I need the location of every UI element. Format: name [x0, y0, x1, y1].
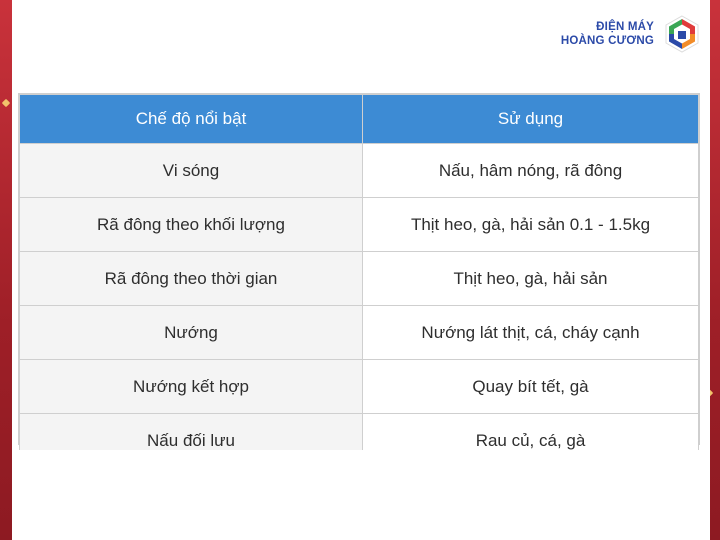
mode-cell: Nướng kết hợp [20, 360, 363, 414]
mode-cell: Rã đông theo khối lượng [20, 198, 363, 252]
mode-cell: Nấu đối lưu [20, 414, 363, 468]
mode-cell: Vi sóng [20, 144, 363, 198]
brand-name [561, 20, 654, 48]
brand-name-line1: ĐIỆN MÁY [596, 21, 654, 33]
mode-cell: Rã đông theo thời gian [20, 252, 363, 306]
table-row [20, 252, 699, 306]
usage-cell: Quay bít tết, gà [363, 360, 699, 414]
feature-table [18, 93, 700, 450]
column-header-usage: Sử dụng [363, 95, 699, 144]
bottom-white-area [12, 450, 710, 540]
background-edge-right [710, 0, 720, 540]
house-logo-icon [662, 14, 702, 54]
usage-cell: Nấu, hâm nóng, rã đông [363, 144, 699, 198]
mode-cell: Nướng [20, 306, 363, 360]
brand-logo [555, 12, 708, 56]
background-edge-left [0, 0, 12, 540]
table-row [20, 144, 699, 198]
column-header-mode: Chế độ nổi bật [20, 95, 363, 144]
table-row [20, 360, 699, 414]
usage-cell: Thịt heo, gà, hải sản [363, 252, 699, 306]
brand-name-line2: HOÀNG CƯƠNG [560, 35, 654, 47]
usage-cell: Rau củ, cá, gà [363, 414, 699, 468]
usage-cell: Nướng lát thịt, cá, cháy cạnh [363, 306, 699, 360]
usage-cell: Thịt heo, gà, hải sản 0.1 - 1.5kg [363, 198, 699, 252]
table-header-row [20, 95, 699, 144]
table-row [20, 306, 699, 360]
table-row [20, 198, 699, 252]
